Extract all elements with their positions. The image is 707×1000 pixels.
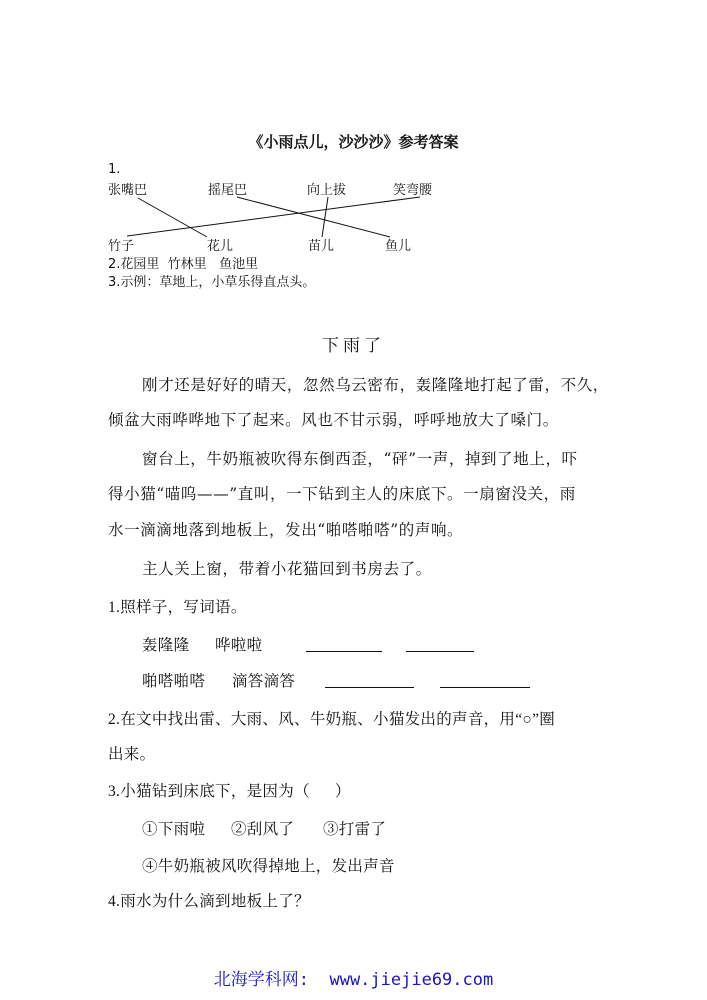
answer-title: 《小雨点儿，沙沙沙》参考答案: [248, 133, 459, 151]
question-1: 1.照样子，写词语。: [108, 599, 247, 616]
paragraph-line: 水一滴滴地落到地板上，发出“啪嗒啪嗒”的声响。: [108, 521, 464, 539]
answer-q3: 3.示例：草地上，小草乐得直点头。: [108, 275, 316, 290]
paragraph-line: 得小猫“喵呜——”直叫，一下钻到主人的床底下。一扇窗没关，雨: [108, 485, 576, 503]
paragraph-line: 窗台上，牛奶瓶被吹得东倒西歪，“砰”一声，掉到了地上，吓: [142, 450, 578, 468]
question-4: 4.雨水为什么滴到地板上了？: [108, 893, 310, 910]
match-bottom-3: 苗儿: [308, 239, 335, 254]
answer-blank[interactable]: [440, 687, 530, 688]
passage-title: 下雨了: [322, 336, 385, 356]
match-line-weiba-yuer: [237, 197, 390, 237]
answer-blank[interactable]: [306, 651, 382, 652]
match-top-1: 张嘴巴: [108, 183, 148, 198]
q1-example-1a: 轰隆隆: [142, 637, 190, 654]
q3-option-c[interactable]: ③打雷了: [323, 821, 387, 838]
paragraph-line: 主人关上窗，带着小花猫回到书房去了。: [142, 560, 432, 578]
match-bottom-4: 鱼儿: [385, 239, 412, 254]
question-3: 3.小猫钻到床底下，是因为（ ）: [108, 783, 351, 800]
match-top-2: 摇尾巴: [208, 183, 248, 198]
q3-option-b[interactable]: ②刮风了: [231, 821, 295, 838]
match-bottom-1: 竹子: [108, 239, 135, 254]
match-line-zuiba-yuer: [138, 198, 207, 237]
match-top-4: 笑弯腰: [393, 183, 433, 198]
paragraph-line: 倾盆大雨哗哗地下了起来。风也不甘示弱，呼呼地放大了嗓门。: [108, 411, 559, 429]
match-line-shangba-miaoer: [322, 197, 328, 237]
q1-example-2b: 滴答滴答: [232, 673, 296, 690]
site-footer: 北海学科网: www.jiejie69.com: [213, 970, 494, 990]
q3-option-a[interactable]: ①下雨啦: [142, 821, 206, 838]
question-2-line1: 2.在文中找出雷、大雨、风、牛奶瓶、小猫发出的声音，用“○”圈: [108, 711, 556, 728]
answer-q2: 2.花园里 竹林里 鱼池里: [108, 257, 259, 272]
q1-example-2a: 啪嗒啪嗒: [142, 673, 206, 690]
paragraph-line: 刚才还是好好的晴天，忽然乌云密布，轰隆隆地打起了雷，不久，: [142, 376, 609, 394]
match-bottom-2: 花儿: [207, 239, 234, 254]
q1-number: 1.: [108, 162, 121, 177]
match-top-3: 向上拔: [307, 183, 347, 198]
answer-blank[interactable]: [325, 687, 414, 688]
q3-option-d[interactable]: ④牛奶瓶被风吹得掉地上，发出声音: [142, 858, 395, 875]
answer-blank[interactable]: [406, 651, 474, 652]
q1-example-1b: 哗啦啦: [215, 637, 263, 654]
question-2-line2: 出来。: [108, 746, 156, 763]
